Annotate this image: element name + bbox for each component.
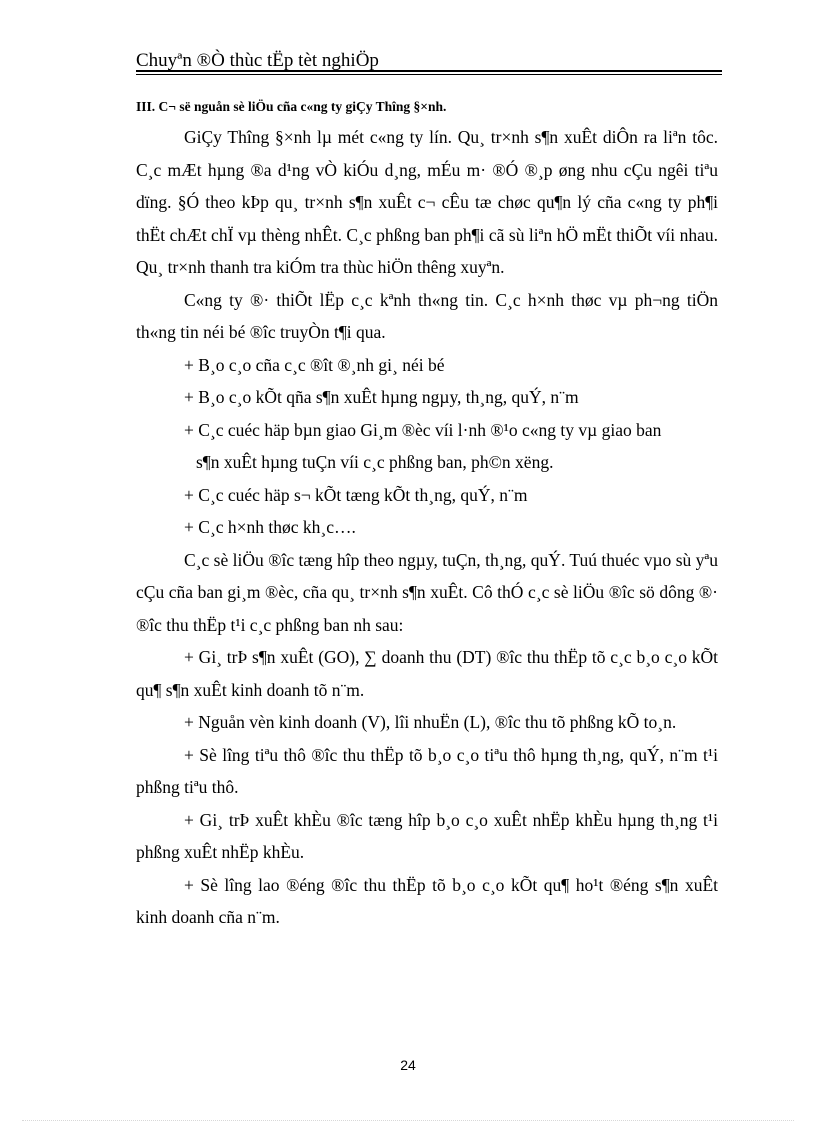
header-rule-thin [136, 74, 722, 75]
data-source-item: + Gi¸ trÞ xuÊt khÈu ®îc tæng hîp b¸o c¸o xuÊt nhËp khÈu hµng th¸ng t¹i phßng xuÊt nhËp khÈu. [136, 809, 718, 862]
document-header: Chuyªn ®Ò thùc tËp tèt nghiÖp [136, 50, 379, 71]
list-item: + C¸c cuéc häp s¬ kÕt tæng kÕt th¸ng, quÝ, n¨m [184, 484, 528, 505]
list-item-continuation: s¶n xuÊt hµng tuÇn víi c¸c phßng ban, ph©n xëng. [196, 452, 554, 472]
section-heading: III. C¬ së nguån sè liÖu cña c«ng ty giÇy Thîng §×nh. [136, 99, 447, 114]
page-number: 24 [400, 1057, 416, 1073]
page-bottom-dotted-line [22, 1120, 794, 1121]
paragraph: C«ng ty ®· thiÕt lËp c¸c kªnh th«ng tin. C¸c h×nh thøc vµ ph¬ng tiÖn th«ng tin néi bé ®îc truyÒn t¶i qua. [136, 289, 718, 342]
paragraph: GiÇy Thîng §×nh lµ mét c«ng ty lín. Qu¸ tr×nh s¶n xuÊt diÔn ra liªn tôc. C¸c mÆt hµng ®a d¹ng vÒ kiÓu d¸ng, mÉu m· ®Ó ®¸p øng nhu cÇu ngêi tiªu dïng. §Ó theo kÞp qu¸ tr×nh s¶n xuÊt c¬ cÊu tæ chøc qu¶n lý cña c«ng ty ph¶i thËt chÆt chÏ vµ thèng nhÊt. C¸c phßng ban ph¶i cã sù liªn hÖ mËt thiÕt víi nhau. Qu¸ tr×nh thanh tra kiÓm tra thùc hiÖn thêng xuyªn. [136, 127, 718, 277]
body-text [136, 121, 718, 934]
list-item: + B¸o c¸o cña c¸c ®ît ®¸nh gi¸ néi bé [184, 354, 445, 375]
list-item: + C¸c cuéc häp bµn giao Gi¸m ®èc víi l·nh ®¹o c«ng ty vµ giao ban [184, 419, 662, 440]
data-source-item: + Sè lîng tiªu thô ®îc thu thËp tõ b¸o c¸o tiªu thô hµng th¸ng, quÝ, n¨m t¹i phßng tiªu thô. [136, 744, 718, 797]
paragraph: C¸c sè liÖu ®îc tæng hîp theo ngµy, tuÇn, th¸ng, quÝ. Tuú thuéc vµo sù yªu cÇu cña ban gi¸m ®èc, cña qu¸ tr×nh s¶n xuÊt. Cô thÓ c¸c sè liÖu ®îc sö dông ®· ®îc thu thËp t¹i c¸c phßng ban nh sau: [136, 549, 718, 635]
list-item: + B¸o c¸o kÕt qña s¶n xuÊt hµng ngµy, th¸ng, quÝ, n¨m [184, 387, 579, 407]
header-rule-thick [136, 70, 722, 72]
list-item: + C¸c h×nh thøc kh¸c…. [184, 517, 356, 537]
data-source-item: + Nguån vèn kinh doanh (V), lîi nhuËn (L), ®îc thu tõ phßng kÕ to¸n. [184, 712, 677, 732]
data-source-item: + Gi¸ trÞ s¶n xuÊt (GO), ∑ doanh thu (DT) ®îc thu thËp tõ c¸c b¸o c¸o kÕt qu¶ s¶n xuÊt kinh doanh tõ n¨m. [136, 647, 718, 700]
data-source-item: + Sè lîng lao ®éng ®îc thu thËp tõ b¸o c¸o kÕt qu¶ ho¹t ®éng s¶n xuÊt kinh doanh cña n¨m. [136, 874, 718, 927]
